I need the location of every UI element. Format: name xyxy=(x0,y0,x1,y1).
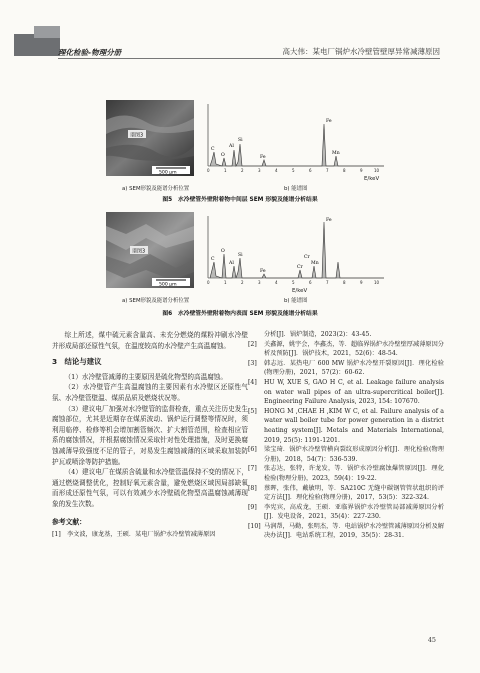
peak-Al: Al xyxy=(229,261,234,266)
reference-item: [4] HU W, XUE S, GAO H C, et al. Leakage failure analysis on water wall pipes of an ultra-supercritical boiler[J]. Engineering Failure Analysis, 2023, 154: 107670. xyxy=(248,378,444,406)
reference-item: [7] 张志达，张特，许龙发，等．锅炉水冷壁腐蚀爆管原因[J]．理化检验(物理分册)，2023，59(4)：19-22. xyxy=(248,465,444,482)
figure-5 xyxy=(106,100,388,200)
scale-bar-fig5: 500 µm xyxy=(159,170,177,176)
svg-text:4: 4 xyxy=(275,168,278,173)
svg-text:9: 9 xyxy=(360,280,363,285)
running-title: 高大伟：某电厂锅炉水冷壁管壁厚异常减薄原因 xyxy=(282,47,440,56)
reference-item: [10] 马润帮，马勤，张明杰，等．电站锅炉水冷壁管减薄原因分析及解决办法[J]．电站系统工程，2019，35(5)：28-31. xyxy=(248,522,444,540)
peak-Fe: Fe xyxy=(326,119,332,124)
references-title: 参考文献： xyxy=(52,517,86,526)
sem-micrograph xyxy=(106,212,194,288)
journal-logo-accent xyxy=(34,26,60,38)
peak-C: C xyxy=(211,147,215,152)
peak-Al: Al xyxy=(229,144,234,149)
reference-item: [6] 梁宝琦．锅炉水冷壁管横向裂纹形成原因分析[J]．理化检验(物理分册)，2018，54(7)：536-539. xyxy=(248,446,444,463)
x-unit-fig5: E/keV xyxy=(364,176,380,182)
svg-text:2: 2 xyxy=(241,280,244,285)
section-title: 3 结论与建议 xyxy=(52,357,102,367)
peak-Cr-2: Cr xyxy=(304,255,310,260)
page-number: 45 xyxy=(427,636,436,644)
peak-Fe-low: Fe xyxy=(260,269,266,274)
peak-Fe-low: Fe xyxy=(260,155,266,160)
subcaption-b-fig5: b) 能谱图 xyxy=(284,186,308,192)
conclusion-1: （1）水冷壁管减薄的主要原因是硫化物型的高温腐蚀。 xyxy=(64,372,227,381)
sem-image-fig5 xyxy=(106,100,194,176)
svg-text:1: 1 xyxy=(224,280,227,285)
peak-Si: Si xyxy=(238,138,243,143)
peak-O: O xyxy=(221,153,225,158)
subcaption-a-fig6: a) SEM形貌及能谱分析位置 xyxy=(122,298,190,304)
svg-text:3: 3 xyxy=(258,280,261,285)
svg-text:9: 9 xyxy=(360,168,363,173)
intro-paragraph: 综上所述，煤中硫元素含量高、未充分燃烧的煤粉冲刷水冷壁并形成局部还原性气氛，在温度较高的水冷壁产生高温腐蚀。 xyxy=(52,331,248,350)
svg-text:1: 1 xyxy=(224,168,227,173)
reference-item: [9] 李宪宾，高成龙，王硕．亚临界锅炉水冷壁管局部减薄原因分析[J]．发电设备，2021，35(4)：227-230. xyxy=(248,503,444,521)
spectrum-fig6 xyxy=(202,212,388,294)
eds-spectrum-plot xyxy=(202,100,388,176)
svg-text:7: 7 xyxy=(326,280,329,285)
svg-text:8: 8 xyxy=(343,280,346,285)
sem-label-fig6: 谱图3 xyxy=(132,248,146,255)
peak-Cr: Cr xyxy=(297,265,303,270)
peak-C: C xyxy=(211,257,215,262)
left-column xyxy=(52,330,248,540)
peak-Mn: Mn xyxy=(311,261,319,266)
page-header xyxy=(0,0,480,64)
svg-text:10: 10 xyxy=(374,168,380,173)
subcaption-b-fig6: b) 能谱图 xyxy=(284,298,308,304)
svg-text:0: 0 xyxy=(207,280,210,285)
svg-text:4: 4 xyxy=(275,280,278,285)
sem-label-fig5: 谱图3 xyxy=(130,132,144,139)
svg-text:2: 2 xyxy=(241,168,244,173)
peak-Mn: Mn xyxy=(332,151,340,156)
svg-text:6: 6 xyxy=(309,168,312,173)
spectrum-fig5 xyxy=(202,100,388,182)
scale-bar-fig6: 500 µm xyxy=(159,282,177,288)
reference-item: [2] 关鑫源，姚宇会，李鑫杰，等．超临界锅炉水冷壁壁厚减薄原因分析及预防[J]．锅炉技术，2021，52(6)：48-54. xyxy=(248,340,444,358)
sem-micrograph xyxy=(106,100,194,176)
peak-Fe: Fe xyxy=(326,218,332,223)
journal-name: 理化检验-物理分册 xyxy=(58,48,122,57)
figure-6-caption: 图6 水冷壁管外壁附着物内表面 SEM 形貌及能谱分析结果 xyxy=(162,311,318,317)
eds-spectrum-plot xyxy=(202,212,388,288)
right-column xyxy=(248,330,444,541)
svg-text:7: 7 xyxy=(326,168,329,173)
reference-1: [1] 李文波，康龙基，王硕．某电厂锅炉水冷壁管减薄原因 xyxy=(52,531,216,539)
svg-text:3: 3 xyxy=(258,168,261,173)
reference-item: 分析[J]．锅炉制造，2023(2)：43-45. xyxy=(264,331,372,338)
conclusion-2: （2）水冷壁管产生高温腐蚀的主要因素有水冷壁区还原性气氛、水冷壁管壁温、煤质品质及燃烧状况等。 xyxy=(52,383,248,402)
figure-5-caption: 图5 水冷壁管外壁附着物中间层 SEM 形貌及能谱分析结果 xyxy=(162,197,318,203)
peak-Si: Si xyxy=(238,253,243,258)
x-unit-fig6: E/keV xyxy=(292,288,308,294)
subcaption-a-fig5: a) SEM形貌及能谱分析位置 xyxy=(122,186,190,192)
conclusion-4: （4）建议电厂在煤质含硫量和水冷壁管温保持不变的情况下，通过燃烧调整优化，控制好氧元素含量，避免燃烧区域因局部缺氧而形成还原性气氛，可以有效减少水冷壁硫化物型高温腐蚀减薄现象的发生次数。 xyxy=(52,468,248,508)
conclusion-3: （3）建议电厂加强对水冷壁管的监督检查，重点关注历史发生腐蚀部位，尤其是近期存在煤质波动、锅炉运行调整等情况时，须利用临停、检修等机会增加割管频次、扩大割管范围，检查相应管系的腐蚀情况，并根据腐蚀情况采取针对性处理措施，及时更换腐蚀减薄导致强度不足的管子，对易发生腐蚀减薄的区域采取加装防护瓦或喷涂等防护措施。 xyxy=(52,404,248,466)
peak-O: O xyxy=(221,249,225,254)
reference-item: [3] 韩志远．某热电厂 600 MW 锅炉水冷壁开裂原因[J]．理化检验(物理分册)，2021，57(2)：60-62. xyxy=(248,359,444,377)
svg-text:8: 8 xyxy=(343,168,346,173)
header-rule xyxy=(58,58,440,59)
svg-text:0: 0 xyxy=(207,168,210,173)
svg-text:6: 6 xyxy=(309,280,312,285)
figure-6 xyxy=(106,212,388,312)
sem-image-fig6 xyxy=(106,212,194,288)
svg-text:5: 5 xyxy=(292,280,295,285)
svg-text:10: 10 xyxy=(374,280,380,285)
reference-item: [8] 蔡晖，张伟，戴敏明，等．SA210C 无缝中碳钢管管状组织的评定方法[J]．理化检验(物理分册)，2017，53(5)：322-324. xyxy=(248,484,444,502)
svg-text:5: 5 xyxy=(292,168,295,173)
reference-item: [5] HONG M ,CHAE H ,KIM W C, et al. Failure analysis of a water wall boiler tube for power generation in a district heating system[J]. Metals and Materials International, 2019, 25(5): 1191-1201. xyxy=(248,407,444,444)
